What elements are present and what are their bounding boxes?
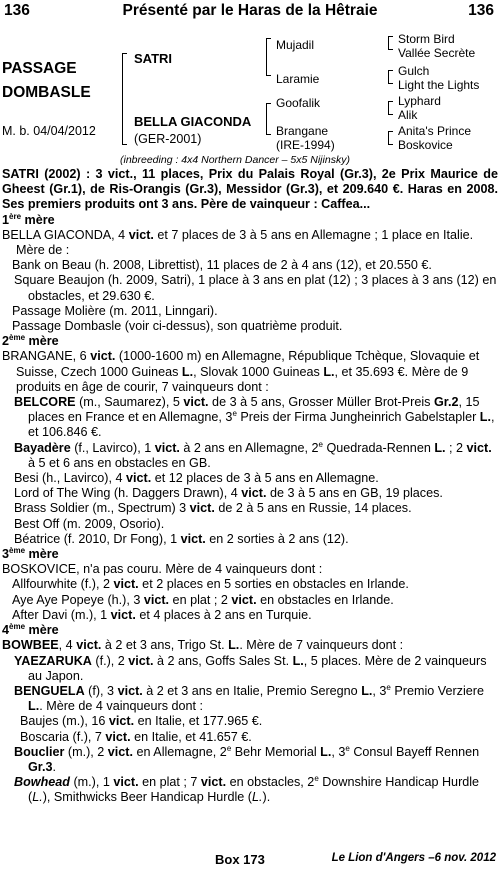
produce-brass: Brass Soldier (m., Spectrum) 3 vict. de 2 à 5 ans en Russie, 14 places. xyxy=(14,501,412,516)
bracket-gg1 xyxy=(388,36,393,50)
pedigree-table xyxy=(0,28,500,168)
produce-allfour: Allfourwhite (f.), 2 vict. et 2 places en 5 sorties en obstacles en Irlande. xyxy=(12,577,409,592)
great-grandparent-7: Anita's Prince xyxy=(398,124,471,138)
dam-2-summary: BRANGANE, 6 vict. (1000-1600 m) en Allemagne, République Tchèque, Slovaquie et Suisse, Czech 1000 Guineas L., Slovak 1000 Guineas L., et 35.693 €. Mère de 9 produits en âge de courir, 7 vainqueurs dont : xyxy=(2,349,480,394)
produce-3: Passage Molière (m. 2011, Linngari). xyxy=(12,303,218,318)
great-grandparent-1: Storm Bird xyxy=(398,32,455,46)
granddam-2: Brangane xyxy=(276,124,329,138)
produce-bowhead: Bowhead (m.), 1 vict. en plat ; 7 vict. en obstacles, 2e Downshire Handicap Hurdle (L.), Smithwicks Beer Handicap Hurdle (L.). xyxy=(14,773,480,805)
horse-name-line2: DOMBASLE xyxy=(2,84,91,101)
horse-info: M. b. 04/04/2012 xyxy=(2,124,96,138)
great-grandparent-4: Light the Lights xyxy=(398,78,480,92)
horse-name-line1: PASSAGE xyxy=(2,60,77,77)
section-heading-1: 1ère mère xyxy=(2,211,55,227)
produce-bestoff: Best Off (m. 2009, Osorio). xyxy=(14,516,165,531)
great-grandparent-5: Lyphard xyxy=(398,94,441,108)
bracket-dam xyxy=(266,103,271,135)
great-grandparent-2: Vallée Secrète xyxy=(398,46,476,60)
section-heading-4: 4ème mère xyxy=(2,621,59,638)
grandsire-1: Mujadil xyxy=(276,38,315,52)
dam-3-summary: BOSKOVICE, n'a pas couru. Mère de 4 vainqueurs dont : xyxy=(2,562,323,577)
great-grandparent-6: Alik xyxy=(398,108,418,122)
section-heading-2: 2ème mère xyxy=(2,333,59,349)
produce-benguela: BENGUELA (f), 3 vict. à 2 et 3 ans en Italie, Premio Seregno L., 3e Premio Verziere L.. Mère de 4 vainqueurs dont : xyxy=(14,682,484,714)
produce-beatrice: Béatrice (f. 2010, Dr Fong), 1 vict. en 2 sorties à 2 ans (12). xyxy=(14,531,349,546)
bracket-gg4 xyxy=(388,131,393,145)
sale-location-date: Le Lion d'Angers –6 nov. 2012 xyxy=(331,852,496,864)
bracket-gg3 xyxy=(388,101,393,115)
page-number-right: 136 xyxy=(468,2,494,19)
produce-1: Bank on Beau (h. 2008, Librettist), 11 places de 2 à 4 ans (12), et 20.550 €. xyxy=(12,258,432,273)
sire-name: SATRI xyxy=(134,51,173,66)
page-title: Présenté par le Haras de la Hêtraie xyxy=(122,2,378,19)
produce-4: Passage Dombasle (voir ci-dessus), son quatrième produit. xyxy=(12,319,343,334)
page-number-left: 136 xyxy=(4,2,30,19)
sire-summary: SATRI (2002) : 3 vict., 11 places, Prix du Palais Royal (Gr.3), 2e Prix Maurice de Gheest (Gr.1), de Ris-Orangis (Gr.3), Messidor (Gr.3), et 209.640 €. Haras en 2008. Ses premiers produits ont 3 ans. Père de vainqueur : Caffea... xyxy=(2,167,498,212)
produce-2: Square Beaujon (h. 2009, Satri), 1 place à 3 ans en plat (12) ; 3 places à 3 ans (12) en obstacles, et 29.630 €. xyxy=(14,273,497,303)
produce-ayeaye: Aye Aye Popeye (h.), 3 vict. en plat ; 2 vict. en obstacles en Irlande. xyxy=(12,592,394,607)
page-header xyxy=(4,2,496,22)
bracket-parents xyxy=(122,53,127,145)
great-grandparent-8: Boskovice xyxy=(398,138,453,152)
produce-afterdavi: After Davi (m.), 1 vict. et 4 places à 2 ans en Turquie. xyxy=(12,607,312,622)
produce-yaezaruka: YAEZARUKA (f.), 2 vict. à 2 ans, Goffs Sales St. L., 5 places. Mère de 2 vainqueurs au Japon. xyxy=(14,653,487,683)
bracket-sire xyxy=(266,38,271,76)
produce-bayadere: Bayadère (f., Lavirco), 1 vict. à 2 ans en Allemagne, 2e Quedrada-Rennen L. ; 2 vict. à 5 et 6 ans en obstacles en GB. xyxy=(14,439,492,470)
produce-besi: Besi (h., Lavirco), 4 vict. et 12 places de 3 à 5 ans en Allemagne. xyxy=(14,471,379,486)
produce-baujes: Baujes (m.), 16 vict. en Italie, et 177.965 €. xyxy=(20,714,263,729)
dam-1-summary: BELLA GIACONDA, 4 vict. et 7 places de 3 à 5 ans en Allemagne ; 1 place en Italie. Mère de : xyxy=(2,227,474,258)
dam-origin: (GER-2001) xyxy=(134,132,202,146)
dam-name: BELLA GIACONDA xyxy=(134,114,252,129)
great-grandparent-3: Gulch xyxy=(398,64,430,78)
catalogue-body xyxy=(2,167,498,806)
produce-belcore: BELCORE (m., Saumarez), 5 vict. de 3 à 5 ans, Grosser Müller Brot-Preis Gr.2, 15 places en France et en Allemagne, 3e Preis der Firma Jungheinrich Gabelstapler L., et 106.846 €. xyxy=(14,395,495,440)
produce-lord: Lord of The Wing (h. Daggers Drawn), 4 vict. de 3 à 5 ans en GB, 19 places. xyxy=(14,486,443,501)
produce-bouclier: Bouclier (m.), 2 vict. en Allemagne, 2e Behr Memorial L., 3e Consul Bayeff Rennen Gr.3. xyxy=(14,743,480,774)
granddam-1: Laramie xyxy=(276,72,320,86)
grandsire-2: Goofalik xyxy=(276,96,321,110)
inbreeding-note: (inbreeding : 4x4 Northern Dancer – 5x5 Nijinsky) xyxy=(120,154,350,166)
section-heading-3: 3ème mère xyxy=(2,545,59,562)
dam-4-summary: BOWBEE, 4 vict. à 2 et 3 ans, Trigo St. L.. Mère de 7 vainqueurs dont : xyxy=(2,638,404,653)
box-number: Box 173 xyxy=(215,852,265,867)
granddam-2-origin: (IRE-1994) xyxy=(276,138,335,152)
produce-boscaria: Boscaria (f.), 7 vict. en Italie, et 41.657 €. xyxy=(20,729,252,744)
bracket-gg2 xyxy=(388,70,393,84)
